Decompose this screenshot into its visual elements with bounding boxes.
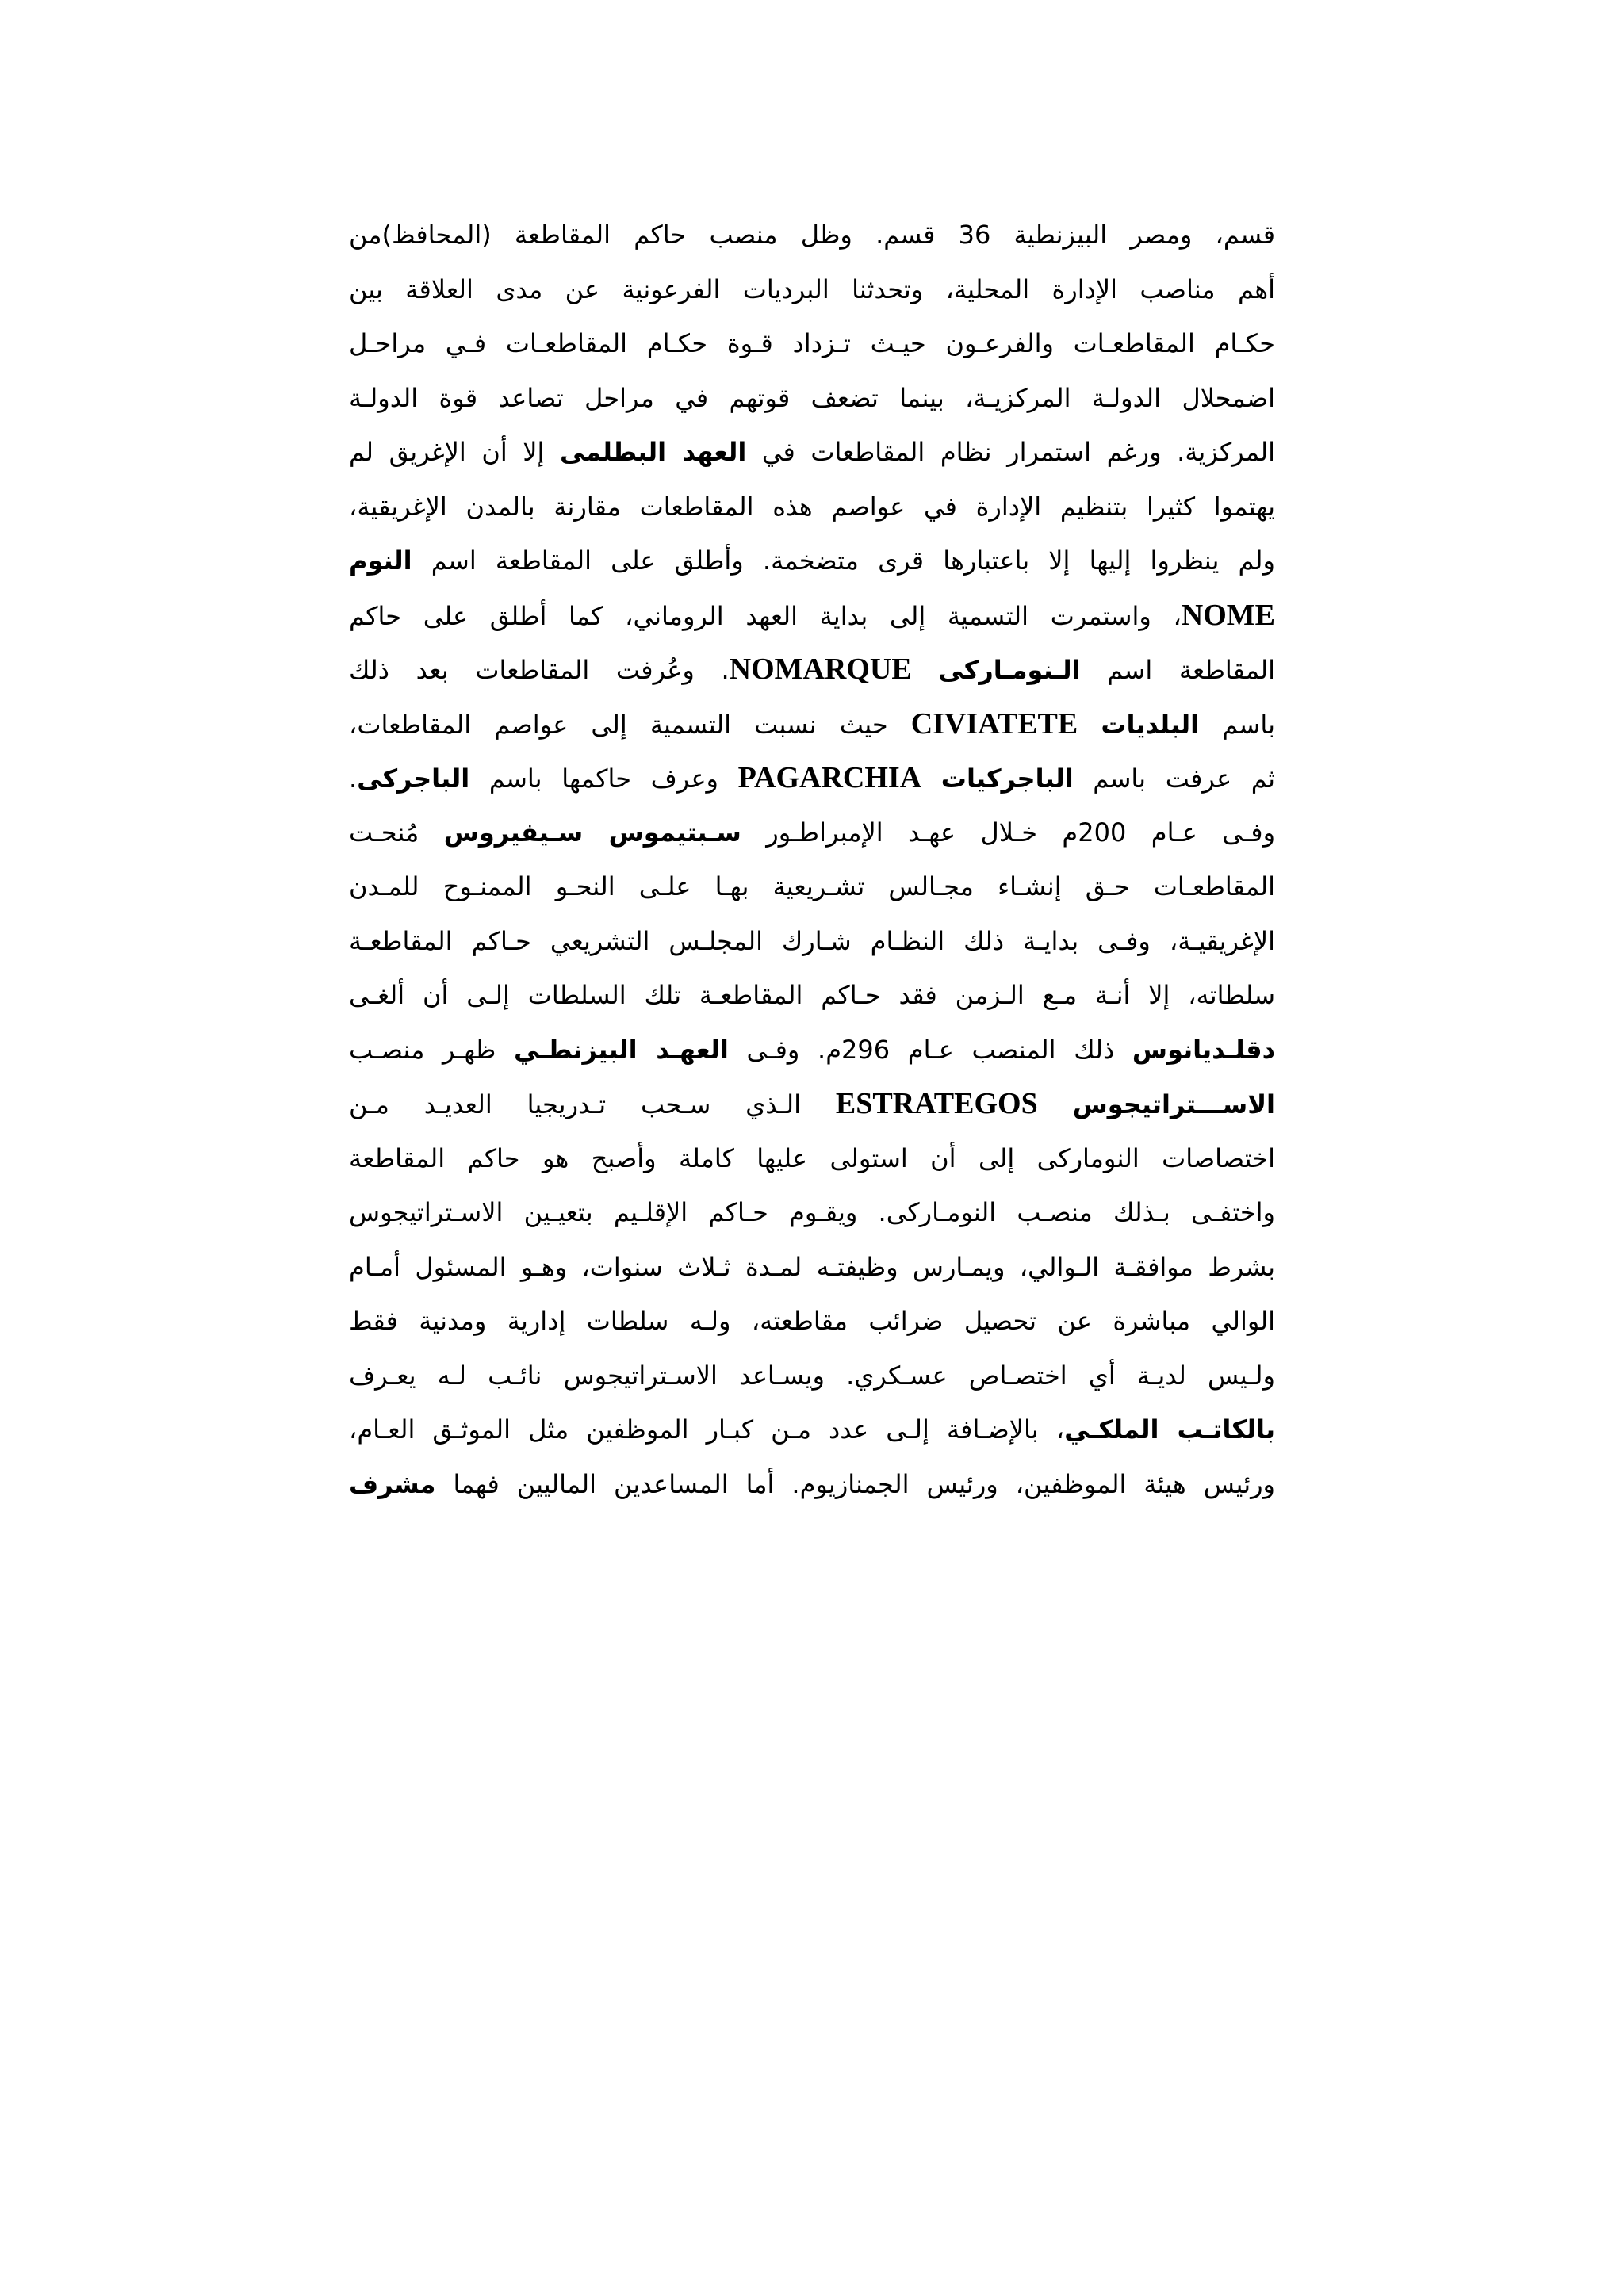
text-run: . (349, 763, 358, 794)
text-line (349, 859, 1275, 914)
text-run (912, 655, 939, 685)
text-line (349, 697, 1275, 752)
bold-term: مشرف (349, 1468, 436, 1499)
text-line (349, 1185, 1275, 1240)
text-line (349, 806, 1275, 860)
text-run: الـذي سـحب تـدريجيا العديـد مـن (349, 1089, 836, 1119)
text-run: ثم عرفت باسم (1073, 763, 1276, 794)
text-line (349, 1131, 1275, 1186)
text-line (349, 1294, 1275, 1349)
text-run: الإغريقيـة، وفـى بدايـة ذلك النظـام شـارك المجلـس التشريعي حـاكم المقاطعـة (349, 925, 1275, 956)
text-line (349, 588, 1275, 643)
bold-term: بالكاتـب الملكـي (1064, 1414, 1276, 1445)
text-line (349, 642, 1275, 697)
text-run: اختصاصات النوماركى إلى أن استولى عليها كاملة وأصبح هو حاكم المقاطعة (349, 1142, 1275, 1173)
bold-term: الباجركيات (940, 763, 1074, 794)
text-run: ، واستمرت التسمية إلى بداية العهد الروماني، كما أطلق على حاكم (349, 600, 1182, 631)
text-run: ذلك المنصب عـام 296م. وفـى (728, 1034, 1132, 1065)
text-run: اضمحلال الدولـة المركزيـة، بينما تضعف قوتهم في مراحل تصاعد قوة الدولـة (349, 382, 1275, 413)
text-run: المقاطعـات حـق إنشـاء مجـالس تشـريعية بهـا علـى النحـو الممنـوح للمـدن (349, 871, 1275, 901)
text-line (349, 1457, 1275, 1512)
text-run: الوالي مباشرة عن تحصيل ضرائب مقاطعته، ولـه سلطات إدارية ومدنية فقط (349, 1306, 1275, 1336)
text-run: ولم ينظروا إليها إلا باعتبارها قرى متضخمة. وأطلق على المقاطعة اسم (412, 545, 1275, 576)
text-run: بشرط موافقـة الـوالي، ويمـارس وظيفتـه لمـدة ثـلاث سنوات، وهـو المسئول أمـام (349, 1251, 1275, 1282)
text-run: . وعُرفت المقاطعات بعد ذلك (349, 655, 730, 685)
text-line (349, 534, 1275, 588)
latin-term: ESTRATEGOS (835, 1087, 1038, 1120)
text-run (921, 763, 941, 794)
latin-term: NOMARQUE (729, 652, 912, 686)
text-line (349, 1240, 1275, 1295)
bold-term: البلديات (1101, 709, 1200, 740)
bold-term: سـبتيموس سـيفيروس (443, 817, 741, 848)
text-run: ، بالإضـافة إلـى عدد مـن كبـار الموظفين مثل الموثـق العـام، (349, 1414, 1065, 1445)
latin-term: PAGARCHIA (737, 761, 922, 794)
bold-term: دقلـديانوس (1132, 1034, 1276, 1065)
text-run: وعرف حاكمها باسم (469, 763, 738, 794)
text-run: سلطاته، إلا أنـة مـع الـزمن فقد حـاكم المقاطعـة تلك السلطات إلـى أن ألغـى (349, 980, 1275, 1010)
text-line (349, 751, 1275, 806)
bold-term: العهـد البيزنطـي (514, 1034, 729, 1065)
text-line (349, 1402, 1275, 1457)
text-run: ولـيس لديـة أي اختصـاص عسـكري. ويسـاعد الاسـتراتيجوس نائـب لـه يعـرف (349, 1360, 1275, 1391)
latin-term: CIVIATETE (910, 706, 1078, 740)
text-line (349, 262, 1275, 317)
text-run: حيث نسبت التسمية إلى عواصم المقاطعات، (349, 709, 911, 740)
text-line (349, 1349, 1275, 1403)
text-line (349, 480, 1275, 534)
text-line (349, 208, 1275, 262)
bold-term: الـنومـاركى (938, 655, 1081, 685)
text-run (1078, 710, 1101, 740)
text-run: أهم مناصب الإدارة المحلية، وتحدثنا البرديات الفرعونية عن مدى العلاقة بين (349, 274, 1275, 304)
text-line (349, 316, 1275, 371)
bold-term: الاســـتراتيجوس (1072, 1089, 1276, 1119)
text-line (349, 425, 1275, 480)
text-run: حكـام المقاطعـات والفرعـون حيـث تـزداد قـوة حكـام المقاطعـات فـي مراحـل (349, 328, 1275, 358)
bold-term: العهد البطلمى (560, 437, 747, 467)
text-run: واختفـى بـذلك منصـب النومـاركى. ويقـوم حـاكم الإقلـيم بتعيـين الاسـتراتيجوس (349, 1197, 1275, 1227)
text-line (349, 968, 1275, 1023)
text-run: قسم، ومصر البيزنطية 36 قسم. وظل منصب حاكم المقاطعة (المحافظ)من (349, 220, 1276, 250)
text-run: المركزية. ورغم استمرار نظام المقاطعات في (746, 437, 1276, 467)
text-run: المقاطعة اسم (1080, 655, 1276, 685)
text-run: ظهـر منصـب (349, 1034, 515, 1065)
text-run (1038, 1089, 1073, 1119)
body-paragraph (349, 208, 1275, 1511)
bold-term: الباجركى (357, 763, 470, 794)
text-run: ورئيس هيئة الموظفين، ورئيس الجمنازيوم. أما المساعدين الماليين فهما (435, 1468, 1275, 1499)
bold-term: النوم (349, 545, 412, 576)
text-line (349, 371, 1275, 426)
text-run: وفـى عـام 200م خـلال عهـد الإمبراطـور (741, 817, 1276, 848)
latin-term: NOME (1181, 598, 1275, 632)
text-run: إلا أن الإغريق لم (349, 437, 560, 467)
text-run: باسم (1199, 709, 1276, 740)
text-run: مُنحـت (349, 817, 444, 848)
text-run: يهتموا كثيرا بتنظيم الإدارة في عواصم هذه المقاطعات مقارنة بالمدن الإغريقية، (349, 491, 1275, 522)
text-line (349, 1023, 1275, 1077)
text-line (349, 914, 1275, 969)
text-line (349, 1077, 1275, 1131)
